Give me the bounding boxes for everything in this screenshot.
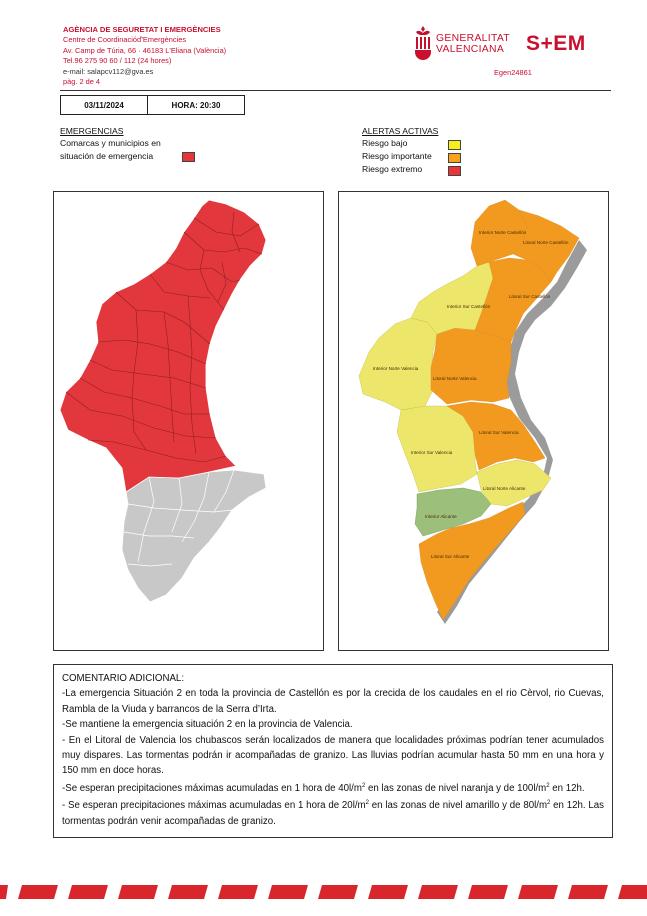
- alertas-list: [362, 137, 432, 176]
- generalitat-line1: GENERALITAT: [436, 33, 510, 44]
- label-interior-sur-valencia: Interior Sur Valencia: [411, 450, 453, 455]
- agency-phone: Tel.96 275 90 60 / 112 (24 hores): [63, 56, 172, 66]
- emergencias-title: EMERGENCIAS: [60, 126, 124, 136]
- page-number: pàg. 2 de 4: [63, 77, 100, 87]
- low-risk-swatch: [448, 140, 461, 150]
- label-litoral-sur-castellon: Litoral Sur Castellón: [509, 294, 551, 299]
- footer-stripes: [0, 885, 647, 899]
- zone-litoral-norte-alicante: [477, 460, 551, 506]
- label-litoral-norte-castellon: Litoral Norte Castellón: [523, 240, 569, 245]
- zone-interior-norte-valencia: [359, 318, 437, 410]
- agency-center: Centre de Coordinacióď'Emergències: [63, 35, 187, 45]
- no-emergency-area: [122, 470, 266, 602]
- label-litoral-sur-valencia: Litoral Sur Valencia: [479, 430, 519, 435]
- sem-logo: S+EM: [526, 32, 586, 55]
- additional-comment-box: [53, 664, 613, 838]
- agency-email: e-mail: salapcv112@gva.es: [63, 66, 154, 76]
- label-litoral-norte-valencia: Litoral Norte Valencia: [433, 376, 477, 381]
- alert-label-important: Riesgo importante: [362, 151, 432, 161]
- report-time: HORA: 20:30: [171, 100, 221, 110]
- agency-name: AGÈNCIA DE SEGURETAT I EMERGÈNCIES: [63, 25, 221, 34]
- alert-label-extreme: Riesgo extremo: [362, 164, 423, 174]
- label-interior-alicante: Interior Alicante: [425, 514, 457, 519]
- label-interior-norte-valencia: Interior Norte Valencia: [373, 366, 419, 371]
- report-date: 03/11/2024: [61, 96, 148, 114]
- zone-litoral-norte-valencia: [431, 328, 511, 404]
- doc-code: Egen24861: [494, 68, 532, 77]
- important-risk-swatch: [448, 153, 461, 163]
- comment-paragraph-4: -Se esperan precipitaciones máximas acumuladas en 1 hora de $40l/m^2$ en las zonas de nivel naranja y de $100l/m^2$ en 12h.: [62, 782, 585, 795]
- label-litoral-norte-alicante: Litoral Norte Alicante: [483, 486, 526, 491]
- alert-label-low: Riesgo bajo: [362, 138, 408, 148]
- agency-header: [63, 25, 226, 87]
- comment-paragraph-3: - En el Litoral de Valencia los chubascos serán localizados de manera que localidades próximas podrían tener acumulados muy dispares. Las tormentas podrán ir acompañadas de granizo. Las lluvias podrían acumular hasta 50 mm en una hora y 150 mm en doce horas.: [62, 734, 604, 777]
- alertas-title: ALERTAS ACTIVAS: [362, 126, 439, 136]
- label-interior-norte-castellon: Interior Norte Castellón: [479, 230, 527, 235]
- generalitat-line2: VALENCIANA: [436, 44, 505, 55]
- comment-paragraph-5: - Se esperan precipitaciones máximas acumuladas en 1 hora de $20l/m^2$ en las zonas de nivel amarillo y de $80l/m^2$ en 12h. Las tormentas podrán venir acompañadas de granizo.: [62, 800, 604, 828]
- label-interior-sur-castellon: Interior Sur Castellón: [447, 304, 491, 309]
- emergency-area: [60, 200, 266, 492]
- extreme-risk-swatch: [448, 166, 461, 176]
- emergency-map: [53, 191, 324, 651]
- comment-paragraph-2: -Se mantiene la emergencia situación 2 en la provincia de Valencia.: [62, 719, 353, 731]
- generalitat-wordmark: [436, 33, 510, 55]
- header-rule: [60, 90, 611, 91]
- label-litoral-sur-alicante: Litoral Sur Alicante: [431, 554, 470, 559]
- emergencias-text-line1: Comarcas y municipios en: [60, 138, 161, 148]
- agency-address: Av. Camp de Túria, 66 · 46183 L'Eliana (València): [63, 45, 227, 55]
- date-box: [60, 95, 245, 115]
- emergencias-text-line2: situación de emergencia: [60, 151, 154, 161]
- generalitat-logo-icon: [412, 26, 434, 60]
- emergency-swatch: [182, 152, 195, 162]
- alerts-map: [338, 191, 609, 651]
- emergencias-text: [60, 137, 161, 163]
- comment-paragraph-1: -La emergencia Situación 2 en toda la provincia de Castellón es por la crecida de los caudales en el rio Cèrvol, rio Cuevas, Rambla de la Viuda y barrancos de la Serra d’Irta.: [62, 688, 604, 715]
- comment-title: COMENTARIO ADICIONAL:: [62, 673, 185, 684]
